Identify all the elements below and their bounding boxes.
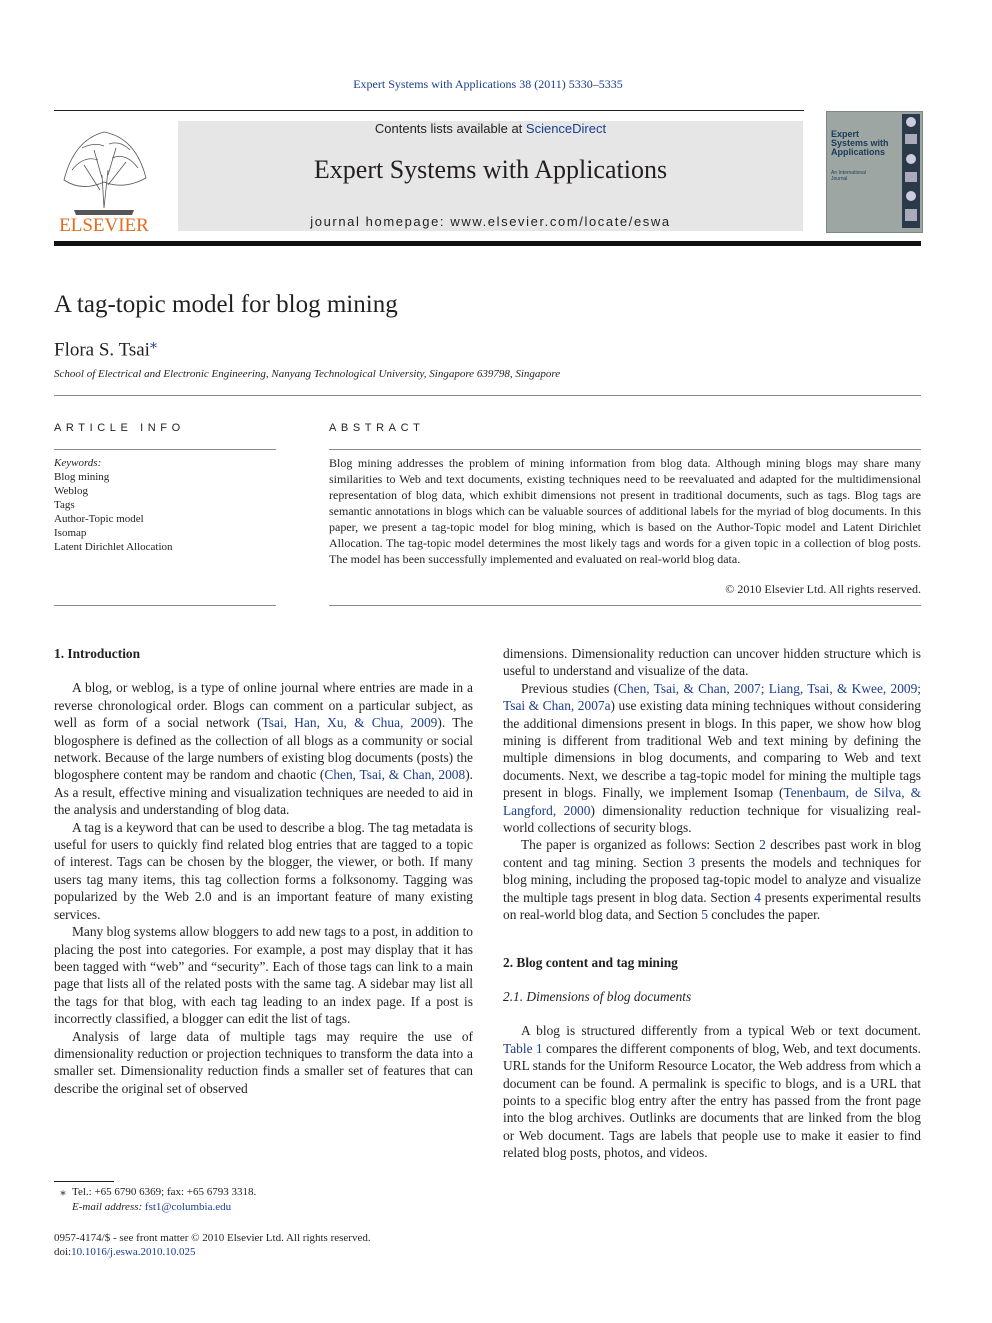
cover-subtitle: An International Journal xyxy=(831,170,867,182)
cover-circle-icon xyxy=(906,117,916,127)
keyword-item: Weblog xyxy=(54,485,88,497)
citation-link[interactable]: Tenenbaum, de Silva, & Langford, 2000 xyxy=(503,785,921,818)
footnote-rule xyxy=(54,1181,114,1182)
paragraph: Previous studies (Chen, Tsai, & Chan, 2007; Liang, Tsai, & Kwee, 2009; Tsai & Chan, 2007a) use existing data mining techniques without considering the additional dimensions present in blogs. In this paper, we show how blog mining is different from traditional Web and text mining by defining the multiple dimensions in blog documents, and comparing to Web and text documents. Next, we describe a tag-topic model for mining the multiple tags present in blogs. Finally, we implement Isomap (Tenenbaum, de Silva, & Langford, 2000) dimensionality reduction technique for visualizing real-world collections of security blogs. xyxy=(503,680,922,836)
citation-link[interactable]: Chen, Tsai, & Chan, 2007; Liang, Tsai, & Kwee, 2009; Tsai & Chan, 2007a xyxy=(503,680,922,714)
section-2-1-heading: 2.1. Dimensions of blog documents xyxy=(503,988,692,1004)
header-rule xyxy=(54,110,804,111)
citation-link[interactable]: Chen, Tsai, & Chan, 2008 xyxy=(324,767,466,783)
body-right-column xyxy=(503,645,921,1162)
cover-gear-icon xyxy=(906,191,916,201)
paragraph: A blog is structured differently from a typical Web or text document. Table 1 compares the different components of blog, Web, and text documents. URL stands for the Uniform Resource Locator, the Web address from which a document can be found. A permalink is specific to blogs, and is a URL that points to a specific blog entry after the entry has passed from the front page into the blog archives. Outlinks are documents that are linked from the blog or Web document. Tags are labels that people use to make it easier to find related blog posts, photos, and videos. xyxy=(503,1023,921,1161)
keywords-label: Keywords: xyxy=(54,457,102,469)
header-thick-rule xyxy=(54,241,921,246)
table-link[interactable]: Table 1 xyxy=(503,1040,543,1056)
article-info-heading: ARTICLE INFO xyxy=(54,422,185,434)
journal-title: Expert Systems with Applications xyxy=(313,155,668,184)
section-2-heading: 2. Blog content and tag mining xyxy=(503,954,678,970)
paragraph: Many blog systems allow bloggers to add new tags to a post, in addition to placing the post into categories. For example, a post may display that it has been tagged with “web” and “security”. Each of those tags can link to a main page that lists all of the related posts with the same tag. A sidebar may list all the tags for that blog, with each tag leading to an index page. If a post is incorrectly classified, a blogger can edit the list of tags. xyxy=(54,924,473,1027)
footnote-mark: ⁎ xyxy=(60,1186,66,1198)
paragraph: A tag is a keyword that can be used to describe a blog. The tag metadata is useful for users to quickly find related blog entries that are tagged to a topic of interest. Tags can be chosen by the blogger, the viewer, or both. If many users tag many items, this tag collection forms a folksonomy. Tagging was popularized by the Web 2.0 and is an important feature of many existing services. xyxy=(54,819,473,922)
journal-homepage[interactable]: journal homepage: www.elsevier.com/locate/eswa xyxy=(310,214,671,229)
section-link[interactable]: 4 xyxy=(754,889,761,905)
email-label: E-mail address: xyxy=(72,1201,143,1213)
abstract-heading: ABSTRACT xyxy=(329,422,425,434)
publisher-name: ELSEVIER xyxy=(59,215,149,235)
elsevier-logo xyxy=(54,120,154,235)
paragraph: dimensions. Dimensionality reduction can uncover hidden structure which is useful to understand and visualize of the data. xyxy=(503,646,921,679)
keyword-item: Latent Dirichlet Allocation xyxy=(54,541,173,553)
abstract-rule xyxy=(329,449,921,450)
cover-chart-icon xyxy=(905,134,917,144)
abstract-copyright: © 2010 Elsevier Ltd. All rights reserved. xyxy=(725,582,921,596)
author-name: Flora S. Tsai⁎ xyxy=(54,337,157,361)
cover-figure-icon xyxy=(905,209,917,221)
doi-link[interactable]: 10.1016/j.eswa.2010.10.025 xyxy=(71,1246,196,1258)
article-info-bottom-rule xyxy=(54,605,276,606)
journal-banner xyxy=(178,121,803,231)
section-link[interactable]: 5 xyxy=(701,907,708,923)
section-1-heading: 1. Introduction xyxy=(54,646,141,661)
cover-icons xyxy=(902,114,920,228)
keyword-item: Tags xyxy=(54,499,75,511)
article-info-rule xyxy=(54,449,276,450)
journal-cover xyxy=(826,111,923,233)
paragraph: The paper is organized as follows: Section 2 describes past work in blog content and tag mining. Section 3 presents the models and techniques for blog mining, including the proposed tag-topic model to analyze and visualize the multiple tags present in blog data. Section 4 presents experimental results on real-world blog data, and Section 5 concludes the paper. xyxy=(503,837,921,923)
journal-citation[interactable]: Expert Systems with Applications 38 (2011) 5330–5335 xyxy=(353,77,623,91)
body-left-column xyxy=(54,645,473,1097)
keyword-item: Isomap xyxy=(54,527,87,539)
sciencedirect-link[interactable]: ScienceDirect xyxy=(525,121,607,136)
cover-title: Expert Systems with Applications xyxy=(831,129,889,157)
cover-image-strip xyxy=(902,114,920,228)
elsevier-tree-icon xyxy=(54,120,154,235)
footnote xyxy=(54,1185,474,1215)
contents-availability: Contents lists available at ScienceDirect xyxy=(374,121,607,136)
title-rule xyxy=(54,395,921,396)
author-affiliation: School of Electrical and Electronic Engineering, Nanyang Technological University, Singapore 639798, Singapore xyxy=(54,368,561,380)
abstract-bottom-rule xyxy=(329,605,921,606)
author-footnote-mark[interactable]: ⁎ xyxy=(149,337,157,352)
doi-label: doi: xyxy=(54,1246,72,1258)
abstract-text: Blog mining addresses the problem of mining information from blog data. Although mining blogs may share many similarities to Web and text documents, existing techniques need to be reevaluated and adapted for the multidimensional representation of blog data, which exhibit dimensions not present in traditional documents, such as tags. Blog tags are semantic annotations in blogs which can be valuable sources of additional labels for the myriad of blog documents. In this paper, we present a tag-topic model for blog mining, which is based on the Author-Topic model and Latent Dirichlet Allocation. The tag-topic model determines the most likely tags and words for a given topic in a collection of blog posts. The model has been successfully implemented and evaluated on real-world blog data. xyxy=(329,456,921,566)
article-title: A tag-topic model for blog mining xyxy=(54,291,398,318)
keywords-block xyxy=(54,456,276,554)
paragraph: A blog, or weblog, is a type of online journal where entries are made in a reverse chronological order. Blogs can comment on a particular subject, as well as form of a social network (Tsai, Han, Xu, & Chua, 2009). The blogosphere is defined as the collection of all blogs as a community or social network. Because of the large numbers of existing blog documents (posts) the blogosphere content may be random and chaotic (Chen, Tsai, & Chan, 2008). As a result, effective mining and visualization techniques are needed to aid in the analysis and understanding of blog data. xyxy=(54,680,474,818)
cover-grid-icon xyxy=(905,172,917,182)
email-link[interactable]: fst1@columbia.edu xyxy=(144,1201,232,1213)
cover-globe-icon xyxy=(906,154,916,164)
citation-link[interactable]: Tsai, Han, Xu, & Chua, 2009 xyxy=(261,715,438,731)
page-footer xyxy=(54,1231,554,1259)
keyword-item: Author-Topic model xyxy=(54,513,144,525)
section-link[interactable]: 2 xyxy=(759,837,766,853)
section-link[interactable]: 3 xyxy=(688,854,696,870)
issn-line: 0957-4174/$ - see front matter © 2010 Elsevier Ltd. All rights reserved. xyxy=(54,1232,371,1244)
paragraph: Analysis of large data of multiple tags may require the use of dimensionality reduction or projection techniques to transform the data into a smaller set. Dimensionality reduction finds a smaller set of features that can describe the original set of observed xyxy=(54,1028,473,1096)
footnote-tel: Tel.: +65 6790 6369; fax: +65 6793 3318. xyxy=(72,1186,257,1198)
keyword-item: Blog mining xyxy=(54,471,110,483)
